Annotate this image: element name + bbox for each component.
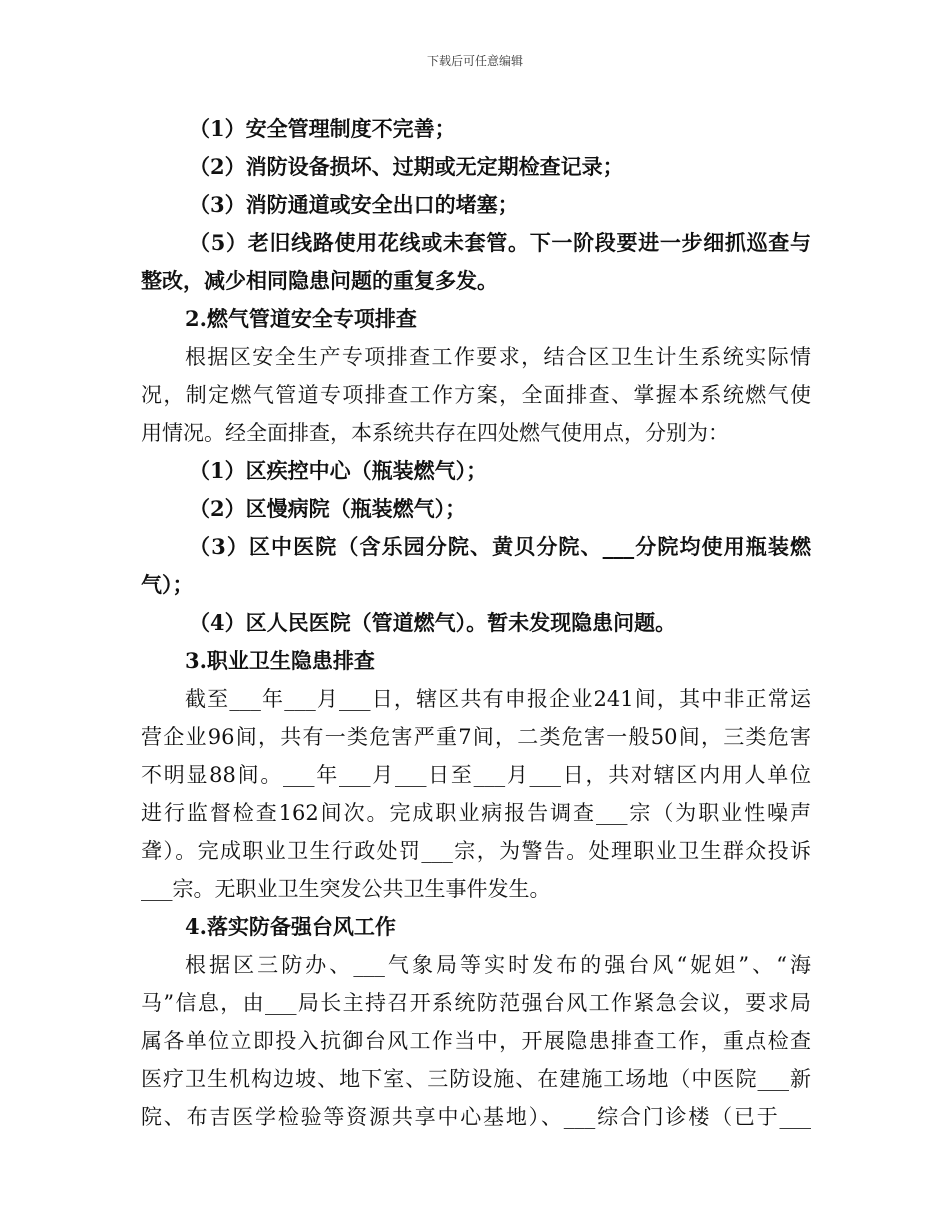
text-line: ___宗。无职业卫生突发公共卫生事件发生。 <box>141 877 551 901</box>
text-line: （2）消防设备损坏、过期或无定期检查记录； <box>189 154 624 179</box>
text-line: 2.燃气管道安全专项排查 <box>185 306 417 331</box>
text-line: 进行监督检查162间次。完成职业病报告调查___宗（为职业性噪声 <box>141 801 811 825</box>
text-line: 用情况。经全面排查，本系统共存在四处燃气使用点，分别为： <box>141 421 729 445</box>
text-line: （1）区疾控中心（瓶装燃气）； <box>189 458 488 483</box>
text-line: 况，制定燃气管道专项排查工作方案，全面排查、掌握本系统燃气使 <box>141 383 811 407</box>
text-line: 聋）。完成职业卫生行政处罚___宗，为警告。处理职业卫生群众投诉 <box>141 839 811 863</box>
text-line: 截至___年___月___日，辖区共有申报企业241间，其中非正常运 <box>185 687 811 711</box>
text-line: 医疗卫生机构边坡、地下室、三防设施、在建施工场地（中医院___新 <box>141 1067 811 1091</box>
text-line: 院、布吉医学检验等资源共享中心基地）、___综合门诊楼（已于___ <box>141 1105 811 1129</box>
text-line: （3）区中医院（含乐园分院、黄贝分院、___分院均使用瓶装燃 <box>189 534 811 559</box>
text-line: （3）消防通道或安全出口的堵塞； <box>189 192 519 217</box>
text-line: （5）老旧线路使用花线或未套管。下一阶段要进一步细抓巡查与 <box>189 230 811 255</box>
document-body <box>141 110 811 1136</box>
page-header: 下载后可任意编辑 <box>426 54 523 68</box>
text-line: （2）区慢病院（瓶装燃气）； <box>189 496 467 521</box>
text-line: 3.职业卫生隐患排查 <box>185 648 375 673</box>
text-line: 营企业96间，共有一类危害严重7间，二类危害一般50间，三类危害 <box>141 725 811 749</box>
text-line: 整改，减少相同隐患问题的重复多发。 <box>141 268 498 293</box>
text-line: （4）区人民医院（管道燃气）。暂未发现隐患问题。 <box>189 610 677 635</box>
text-line: 不明显88间。___年___月___日至___月___日，共对辖区内用人单位 <box>141 763 811 787</box>
text-line: 马”信息，由___局长主持召开系统防范强台风工作紧急会议，要求局 <box>141 991 811 1015</box>
text-line: 气）； <box>141 572 194 597</box>
text-line: 属各单位立即投入抗御台风工作当中，开展隐患排查工作，重点检查 <box>141 1029 811 1053</box>
text-line: （1）安全管理制度不完善； <box>189 116 456 141</box>
text-line: 根据区安全生产专项排查工作要求，结合区卫生计生系统实际情 <box>185 345 811 369</box>
text-line: 4.落实防备强台风工作 <box>185 914 396 939</box>
text-line: 根据区三防办、___气象局等实时发布的强台风“妮妲”、“海 <box>185 953 811 977</box>
